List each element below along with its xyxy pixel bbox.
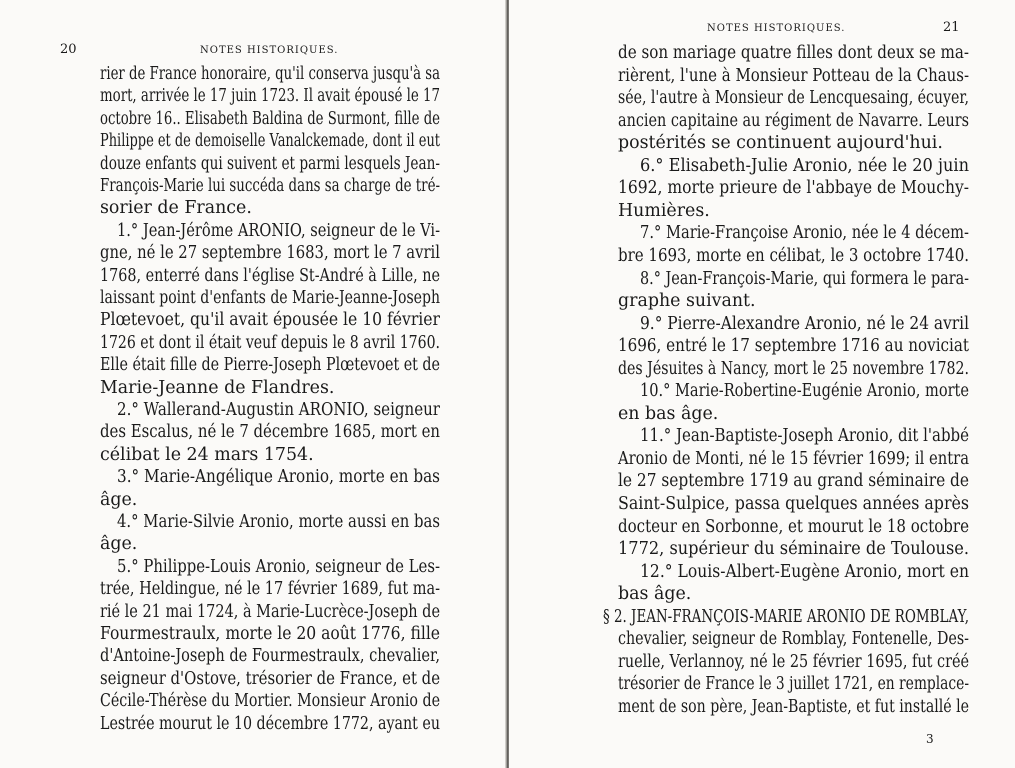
text-line: d'Antoine-Joseph de Fourmestraulx, chevalier,: [100, 646, 440, 667]
text-line: Plœtevoet, qu'il avait épousée le 10 février: [100, 310, 440, 331]
text-line: 1726 et dont il était veuf depuis le 8 avril 1760.: [100, 332, 440, 353]
text-line: des Jésuites à Nancy, mort le 25 novembre 1782.: [618, 358, 969, 379]
text-line: rié le 21 mai 1724, à Marie-Lucrèce-Joseph de: [100, 601, 440, 622]
text-line: Cécile-Thérèse du Mortier. Monsieur Aronio de: [100, 691, 440, 712]
left-page: [0, 0, 506, 768]
text-line: laissant point d'enfants de Marie-Jeanne-Joseph: [100, 288, 440, 308]
text-line: âge.: [100, 534, 138, 555]
page-number: 21: [943, 20, 960, 35]
text-line: 5.° Philippe-Louis Aronio, seigneur de Les-: [117, 556, 440, 577]
text-line: douze enfants qui suivent et parmi lesquels Jean-: [100, 153, 440, 174]
text-line: âge.: [100, 489, 138, 510]
text-line: rièrent, l'une à Monsieur Potteau de la Chaus-: [618, 65, 969, 86]
text-line: 1772, supérieur du séminaire de Toulouse.: [618, 539, 969, 560]
text-line: bas âge.: [618, 584, 692, 605]
text-line: mort, arrivée le 17 juin 1723. Il avait épousé le 17: [100, 86, 440, 107]
text-line: 9.° Pierre-Alexandre Aronio, né le 24 avril: [640, 313, 969, 334]
text-line: postérités se continuent aujourd'hui.: [618, 133, 943, 154]
text-line: 1768, enterré dans l'église St-André à Lille, ne: [100, 265, 440, 286]
text-line: 11.° Jean-Baptiste-Joseph Aronio, dit l'abbé: [640, 426, 969, 447]
text-line: François-Marie lui succéda dans sa charge de tré-: [100, 176, 440, 196]
text-line: 12.° Louis-Albert-Eugène Aronio, mort en: [640, 561, 969, 582]
running-head: NOTES HISTORIQUES.: [707, 23, 846, 34]
text-line: 3.° Marie-Angélique Aronio, morte en bas: [117, 467, 440, 488]
text-line: trée, Heldingue, né le 17 février 1689, fut ma-: [100, 579, 440, 600]
text-line: Elle était fille de Pierre-Joseph Plœtevoet et de: [100, 355, 440, 376]
text-line: célibat le 24 mars 1754.: [100, 444, 314, 465]
text-line: Fourmestraulx, morte le 20 août 1776, fille: [100, 624, 440, 644]
text-line: sorier de France.: [100, 198, 252, 219]
text-line: Lestrée mourut le 10 décembre 1772, ayant eu: [100, 713, 440, 734]
text-line: 2.° Wallerand-Augustin ARONIO, seigneur: [117, 400, 440, 420]
text-line: § 2. JEAN-FRANÇOIS-MARIE ARONIO DE ROMBLAY,: [603, 606, 969, 627]
signature-mark: 3: [926, 732, 934, 746]
text-line: sée, l'autre à Monsieur de Lencquesaing, écuyer,: [618, 88, 969, 109]
text-line: 1696, entré le 17 septembre 1716 au noviciat: [618, 336, 969, 357]
text-line: seigneur d'Ostove, trésorier de France, et de: [100, 668, 440, 689]
text-line: ruelle, Verlannoy, né le 25 février 1695, fut créé: [618, 651, 969, 672]
text-line: en bas âge.: [618, 403, 719, 424]
text-line: 7.° Marie-Françoise Aronio, née le 4 décem-: [640, 223, 969, 244]
text-line: Humières.: [618, 200, 710, 221]
text-line: octobre 16.. Elisabeth Baldina de Surmont, fille de: [100, 108, 440, 129]
text-line: 1692, morte prieure de l'abbaye de Mouchy-: [618, 178, 969, 199]
text-line: Marie-Jeanne de Flandres.: [100, 377, 335, 398]
text-block: [0, 0, 506, 768]
right-page: [509, 0, 1015, 768]
text-line: 10.° Marie-Robertine-Eugénie Aronio, morte: [640, 381, 969, 402]
text-line: Saint-Sulpice, passa quelques années après: [618, 494, 969, 514]
text-line: rier de France honoraire, qu'il conserva jusqu'à sa: [100, 64, 440, 84]
text-line: de son mariage quatre filles dont deux se ma-: [618, 43, 969, 63]
text-line: 6.° Elisabeth-Julie Aronio, née le 20 juin: [640, 155, 969, 176]
running-head: NOTES HISTORIQUES.: [200, 45, 339, 56]
text-line: 8.° Jean-François-Marie, qui formera le para-: [640, 268, 969, 289]
page-number: 20: [60, 42, 77, 57]
text-line: des Escalus, né le 7 décembre 1685, mort en: [100, 422, 440, 443]
text-line: trésorier de France le 3 juillet 1721, en remplace-: [618, 674, 969, 695]
text-line: 1.° Jean-Jérôme ARONIO, seigneur de le Vi-: [117, 220, 440, 241]
text-line: Aronio de Monti, né le 15 février 1699; il entra: [618, 448, 969, 469]
text-line: ancien capitaine au régiment de Navarre. Leurs: [618, 110, 969, 131]
text-block: [509, 0, 1015, 768]
text-line: ment de son père, Jean-Baptiste, et fut installé le: [618, 696, 969, 717]
text-line: docteur en Sorbonne, et mourut le 18 octobre: [618, 516, 969, 537]
text-line: chevalier, seigneur de Romblay, Fontenelle, Des-: [618, 629, 969, 650]
text-line: bre 1693, morte en célibat, le 3 octobre 1740.: [618, 245, 969, 266]
text-line: 4.° Marie-Silvie Aronio, morte aussi en bas: [117, 512, 440, 532]
text-line: le 27 septembre 1719 au grand séminaire de: [618, 471, 969, 492]
text-line: Philippe et de demoiselle Vanalckemade, dont il eut: [100, 131, 440, 152]
text-line: graphe suivant.: [618, 291, 756, 312]
text-line: gne, né le 27 septembre 1683, mort le 7 avril: [100, 243, 440, 264]
